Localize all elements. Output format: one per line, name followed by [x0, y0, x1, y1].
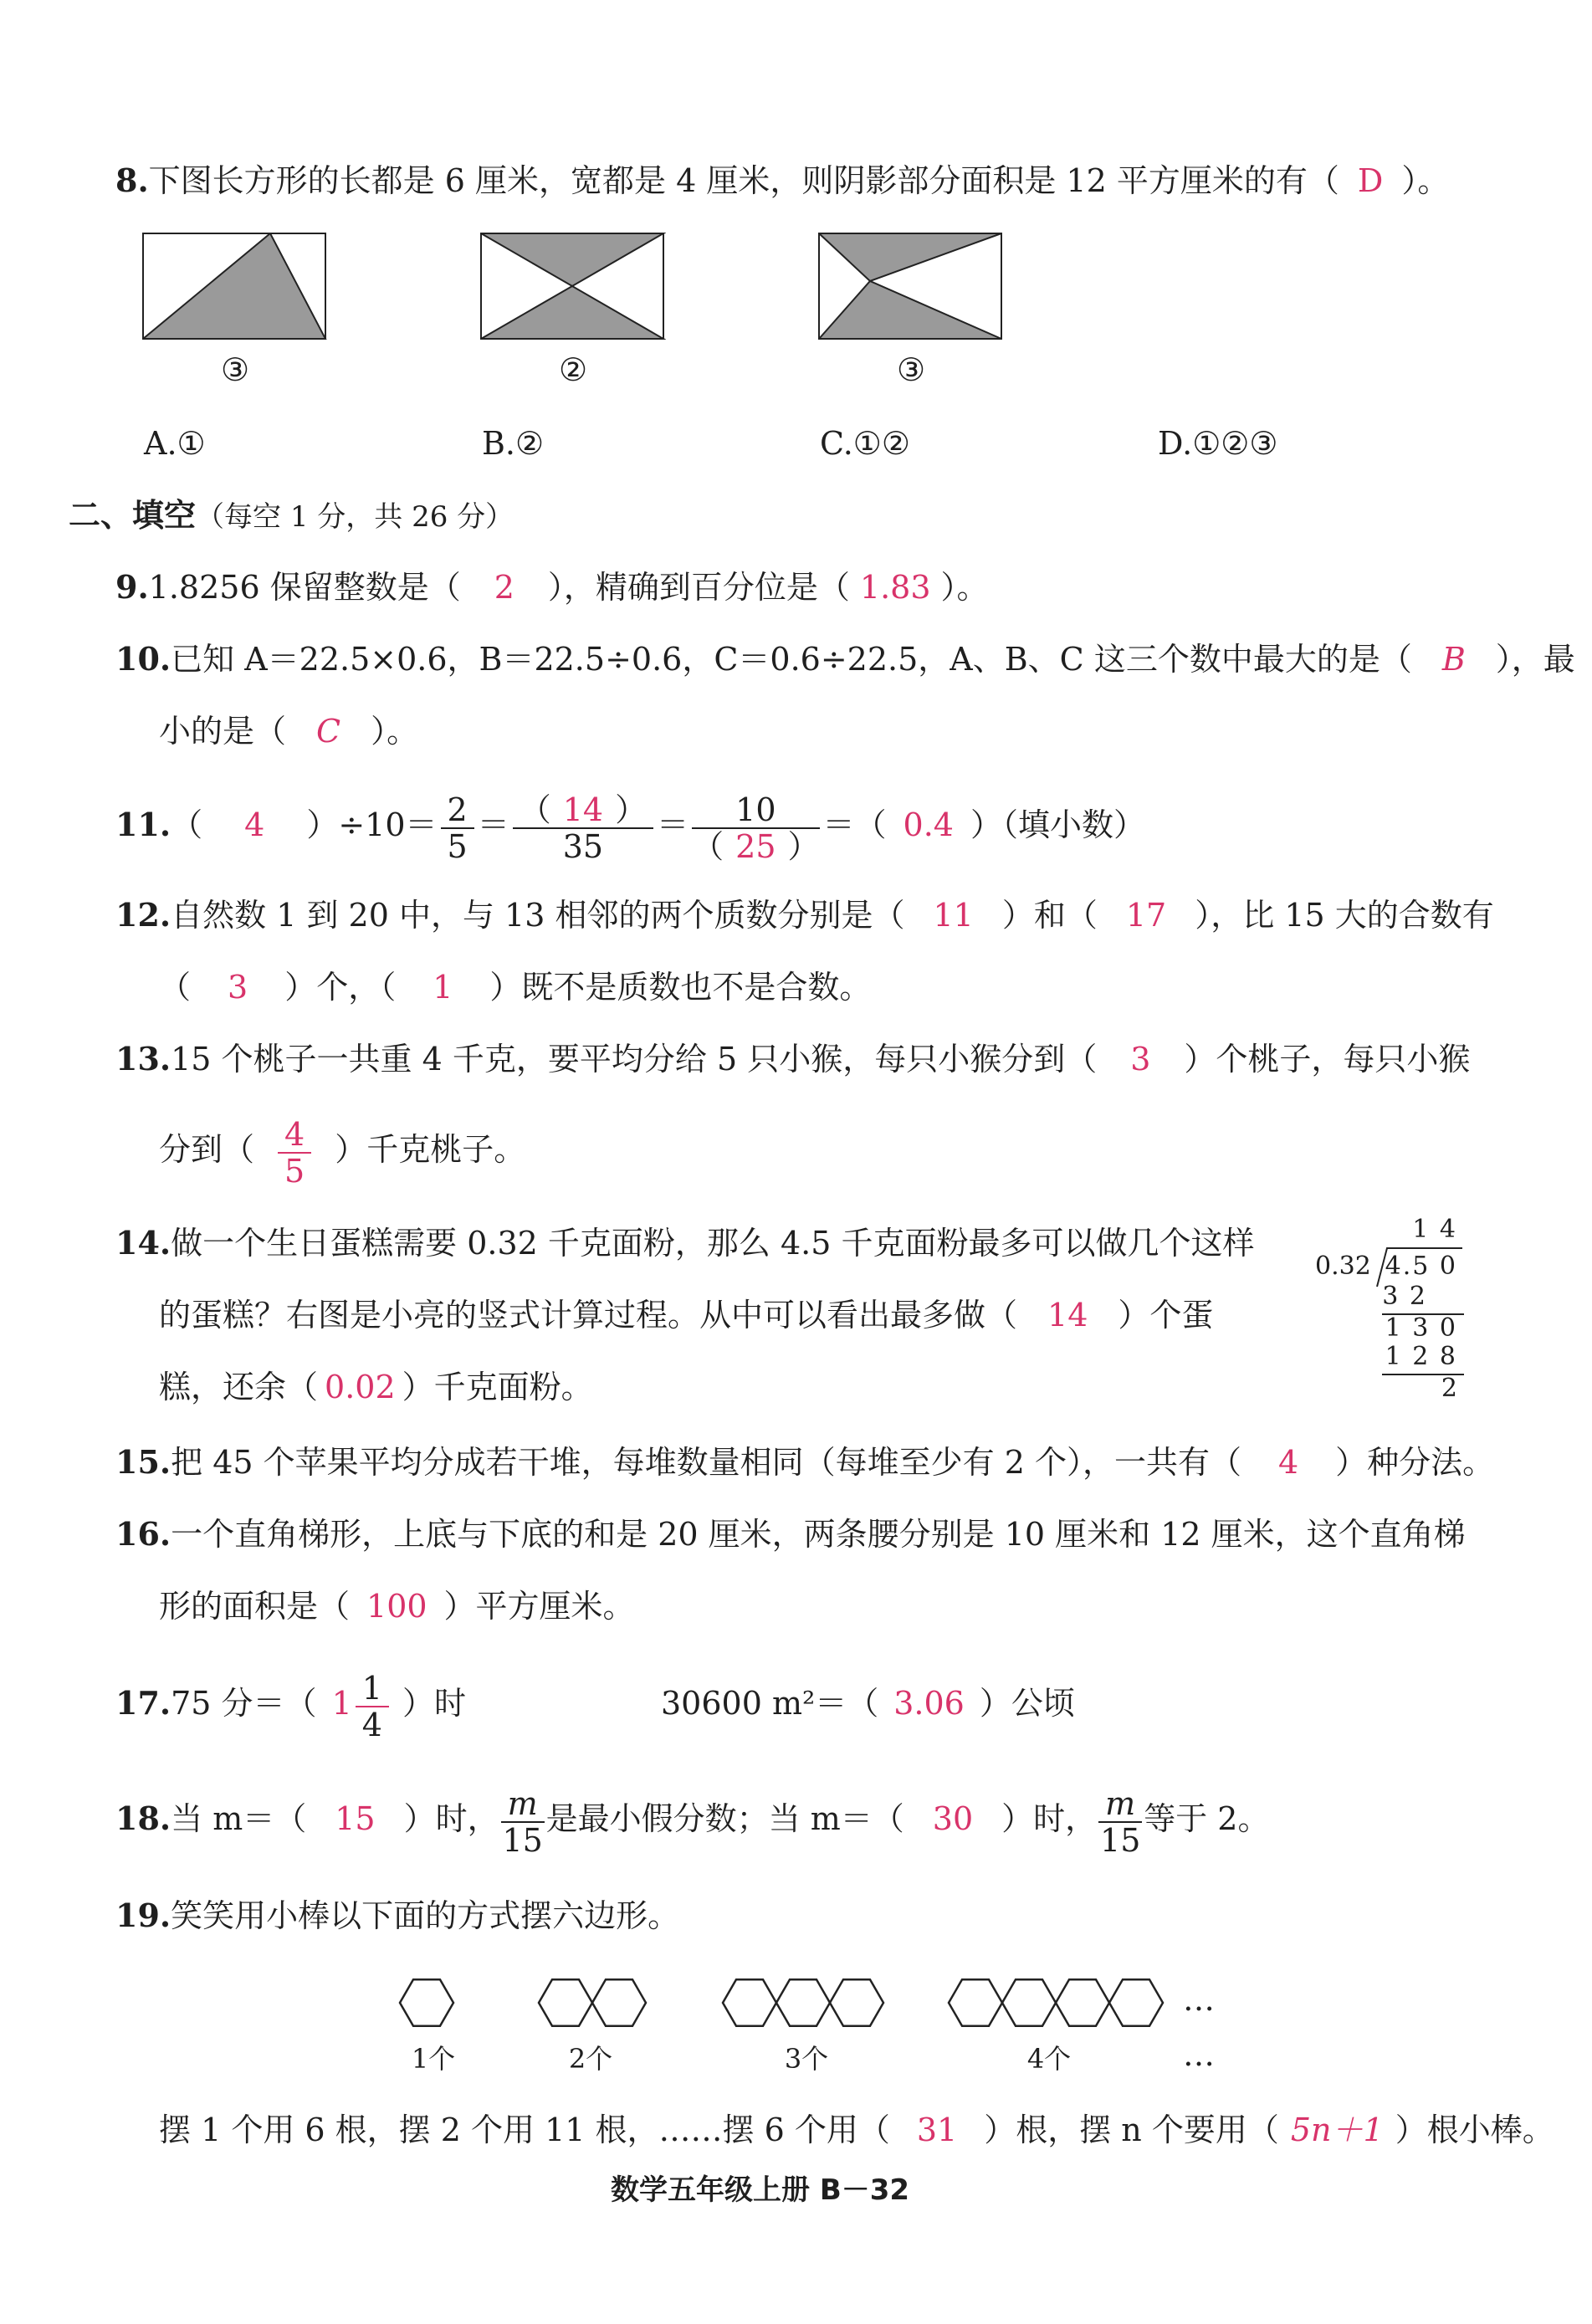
q11-answer-2: 14 — [562, 791, 604, 828]
hexagon — [723, 1979, 776, 2025]
q12-answer-3: 3 — [228, 969, 248, 1006]
hexagon — [830, 1979, 883, 2025]
q13-text-1: 13.15 个桃子一共重 4 千克，要平均分给 5 只小猴，每只小猴分到（ 3 ）个桃子，每只小猴 — [115, 1040, 1471, 1078]
q12-text-1: 12.自然数 1 到 20 中，与 13 相邻的两个质数分别是（ 11 ）和（ 17 ），比 15 大的合数有 — [115, 896, 1494, 934]
q18-answer-1: 15 — [335, 1800, 376, 1837]
q8-figure-label: ③ — [220, 351, 250, 388]
q12-answer-1: 11 — [933, 897, 974, 934]
q17-text-left: 17.75 分＝（ 1 $\frac{1}{4}$ ）时 — [115, 1669, 466, 1743]
page-footer: 数学五年级上册 B－32 — [611, 2173, 910, 2207]
q14-answer-2: 0.02 — [325, 1369, 396, 1405]
q8-figure-1 — [142, 233, 328, 341]
q8-option-a: A.① — [144, 425, 206, 462]
q11-fraction-3: $\frac{10}{( 25 )}$ — [692, 791, 820, 865]
q9-text: 9.1.8256 保留整数是（ 2 ），精确到百分位是（ 1.83 ）。 — [115, 568, 989, 606]
q12-answer-4: 1 — [433, 969, 453, 1006]
q14-text-3: 糕，还余（ 0.02 ）千克面粉。 — [159, 1369, 593, 1405]
q8-text: 8.下图长方形的长都是 6 厘米，宽都是 4 厘米，则阴影部分面积是 12 平方厘米的有（ D ）。 — [115, 161, 1450, 199]
q8-option-d: D.①②③ — [1158, 425, 1278, 462]
q12-answer-2: 17 — [1125, 897, 1167, 934]
hexagon-label-3: 3个 — [784, 2043, 829, 2075]
q17-answer-1: 1 — [331, 1685, 352, 1722]
q19-text-1: 19.笑笑用小棒以下面的方式摆六边形。 — [115, 1897, 680, 1934]
hexagon — [592, 1979, 646, 2025]
q16-text-2: 形的面积是（ 100 ）平方厘米。 — [159, 1588, 635, 1625]
hexagon — [1109, 1979, 1163, 2025]
q12-text-2: （ 3 ）个，（ 1 ）既不是质数也不是合数。 — [159, 969, 872, 1006]
q15-text: 15.把 45 个苹果平均分成若干堆，每堆数量相同（每堆至少有 2 个），一共有（ 4 ）种分法。 — [115, 1443, 1495, 1481]
q8-figure-label: ② — [558, 351, 588, 388]
ellipsis-bottom: … — [1183, 2036, 1215, 2073]
q10-answer-2: C — [316, 713, 341, 750]
q16-text-1: 16.一个直角梯形，上底与下底的和是 20 厘米，两条腰分别是 10 厘米和 12 厘米，这个直角梯 — [115, 1515, 1466, 1553]
ellipsis-top: … — [1183, 1981, 1215, 2018]
q18-text: 18.当 m＝（ 15 ）时， $\frac{m}{15}$ 是最小假分数；当 m＝（ 30 ）时， $\frac{m}{15}$ 等于 2。 — [115, 1784, 1270, 1859]
q11-fraction-2: $\frac{( 14 )}{35}$ — [513, 792, 653, 864]
q17-answer-2: 3.06 — [893, 1685, 965, 1722]
hexagon — [1056, 1979, 1109, 2025]
q8-option-b: B.② — [482, 425, 545, 462]
q11-answer-1: 4 — [244, 806, 265, 843]
q8-figure-3 — [818, 233, 1004, 341]
hexagon — [949, 1979, 1002, 2025]
q10-text-2: 小的是（ C ）。 — [159, 713, 419, 750]
q9-answer-1: 2 — [494, 569, 514, 606]
q13-answer-2: $\frac{4}{5}$ — [278, 1117, 311, 1189]
q14-text-1: 14.做一个生日蛋糕需要 0.32 千克面粉，那么 4.5 千克面粉最多可以做几个这样 — [115, 1224, 1255, 1262]
q14-answer-1: 14 — [1047, 1297, 1088, 1333]
q8-figure-label: ③ — [896, 351, 926, 388]
q10-answer-1: B — [1441, 641, 1466, 678]
q11-text: 11.（ 4 ）÷10＝ $\frac{2}{5}$ ＝ $\frac{( 14 )}{35}$ ＝ $\frac{10}{( 25 )}$ ＝（ 0.4 ）（填小数） — [115, 791, 1145, 865]
q8-answer: D — [1357, 162, 1384, 199]
q15-answer: 4 — [1277, 1444, 1299, 1481]
q19-text-2: 摆 1 个用 6 根，摆 2 个用 11 根，……摆 6 个用（ 31 ）根，摆 n 个要用（ 5n＋1 ）根小棒。 — [159, 2112, 1554, 2148]
q11-answer-4: 0.4 — [903, 806, 954, 843]
hexagon — [776, 1979, 830, 2025]
hexagon-label-2: 2个 — [568, 2043, 613, 2075]
q8-option-c: C.①② — [820, 425, 910, 462]
hexagon — [400, 1979, 453, 2025]
q13-text-2: 分到（ $\frac{4}{5}$ ）千克桃子。 — [159, 1115, 526, 1190]
q18-fraction-1: $\frac{m}{15}$ — [502, 1784, 543, 1859]
q11-fraction-1: $\frac{2}{5}$ — [441, 792, 474, 864]
q19-answer-1: 31 — [916, 2112, 958, 2148]
q9-answer-2: 1.83 — [859, 569, 931, 606]
q17-text-right: 30600 m²＝（ 3.06 ）公顷 — [661, 1685, 1075, 1722]
q8-figure-2 — [480, 233, 666, 341]
q14-long-division: 1 4 0.32 4.5 0 3 2 1 3 0 1 2 8 2 — [1305, 1215, 1464, 1407]
hexagon — [539, 1979, 592, 2025]
q18-fraction-2: $\frac{m}{15}$ — [1100, 1784, 1141, 1859]
hexagon-label-4: 4个 — [1026, 2043, 1072, 2075]
hexagon — [1002, 1979, 1056, 2025]
q16-answer: 100 — [366, 1588, 427, 1625]
section-2-title: 二、填空（每空 1 分，共 26 分） — [69, 497, 514, 534]
q17-answer-1-fraction: $\frac{1}{4}$ — [356, 1671, 389, 1743]
q8-number: 8. — [115, 161, 149, 199]
hexagon-label-1: 1个 — [411, 2043, 456, 2075]
q14-text-2: 的蛋糕？右图是小亮的竖式计算过程。从中可以看出最多做（ 14 ）个蛋 — [159, 1297, 1214, 1333]
q19-answer-2: 5n＋1 — [1290, 2112, 1384, 2148]
q18-answer-2: 30 — [932, 1800, 974, 1837]
q11-answer-3: 25 — [735, 827, 776, 865]
q13-answer-1: 3 — [1130, 1041, 1151, 1078]
q10-text-1: 10.已知 A＝22.5×0.6，B＝22.5÷0.6，C＝0.6÷22.5，A、B、C 这三个数中最大的是（ B ），最 — [115, 640, 1575, 678]
